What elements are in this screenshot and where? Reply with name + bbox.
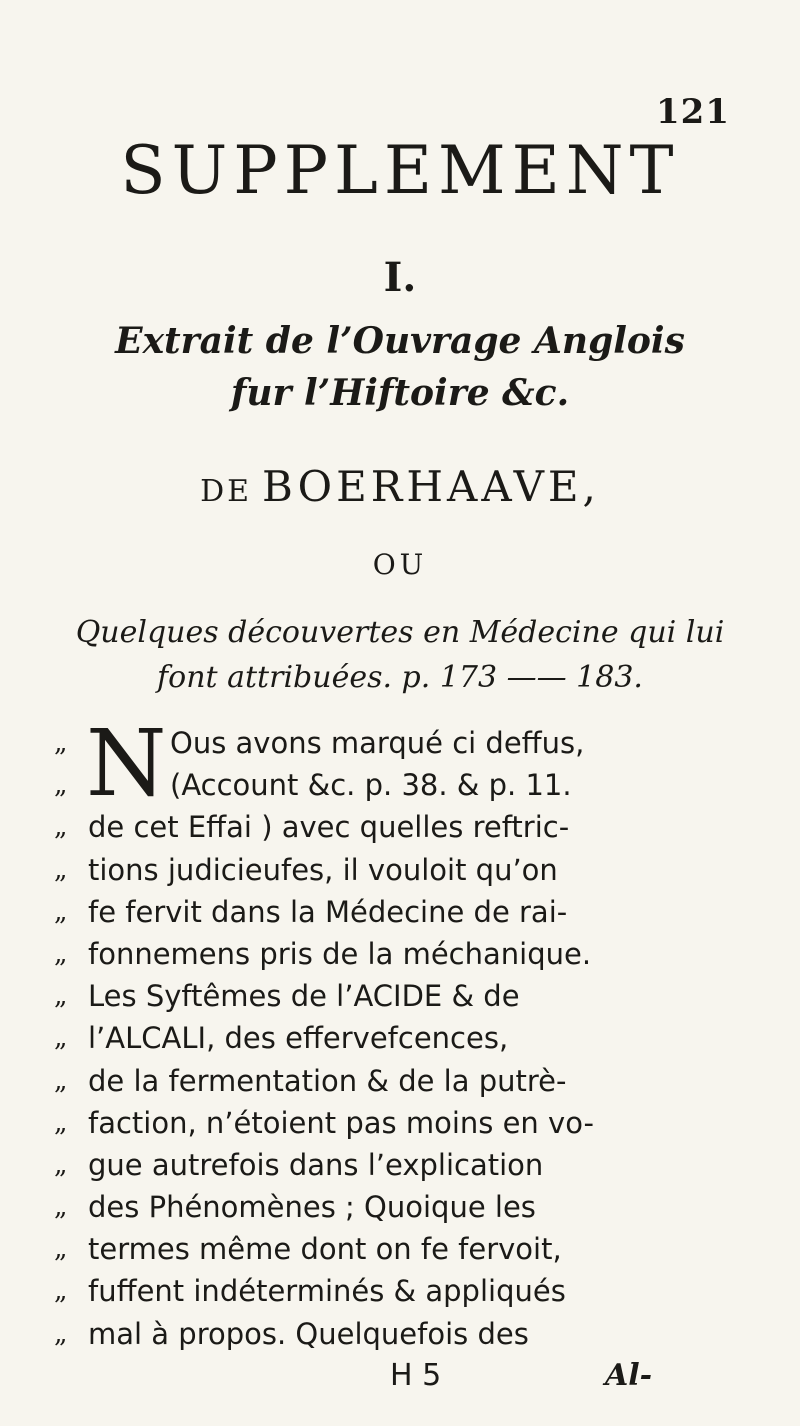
line-text: fe fervit dans la Médecine de rai-: [88, 894, 568, 929]
text-line: [54, 1060, 738, 1102]
quote-mark: „: [54, 1107, 68, 1138]
quote-mark: „: [54, 981, 68, 1012]
line-text: (Account &c. p. 38. & p. 11.: [170, 768, 572, 803]
page-title: SUPPLEMENT: [120, 132, 680, 209]
subtitle-line-1: Extrait de l’Ouvrage Anglois: [115, 320, 685, 362]
catchword: Al-: [605, 1358, 653, 1393]
line-text: mal à propos. Quelquefois des: [88, 1316, 529, 1351]
line-text: Ous avons marqué ci deffus,: [170, 726, 585, 760]
text-line: [54, 1144, 738, 1186]
quote-mark: „: [54, 896, 68, 927]
page-number: 121: [656, 92, 730, 132]
drop-cap: N: [86, 710, 167, 817]
line-text: gue autrefois dans l’explication: [88, 1147, 544, 1182]
text-line: [54, 975, 738, 1017]
text-line: [54, 1017, 738, 1059]
author-line: [0, 462, 800, 511]
text-line: [54, 1186, 738, 1228]
quote-mark: „: [54, 770, 68, 801]
quote-mark: „: [54, 854, 68, 885]
quote-mark: „: [54, 728, 68, 758]
line-text: des Phénomènes ; Quoique les: [88, 1190, 536, 1225]
quote-mark: „: [54, 1023, 68, 1054]
quote-mark: „: [54, 1192, 68, 1223]
text-line: [54, 764, 738, 806]
section-number: I.: [383, 254, 417, 301]
description-line-1: Quelques découvertes en Médecine qui lui: [75, 615, 725, 650]
quote-mark: „: [54, 1234, 68, 1265]
quote-mark: „: [54, 1149, 68, 1180]
quote-mark: „: [54, 812, 68, 843]
text-line: [54, 806, 738, 848]
or-separator: OU: [372, 548, 428, 581]
author-prefix: DE: [200, 474, 253, 509]
quote-mark: „: [54, 1318, 68, 1349]
signature-mark: H 5: [390, 1358, 442, 1393]
line-text: termes même dont on fe fervoit,: [88, 1232, 562, 1267]
line-text: Les Syftêmes de l’ACIDE & de: [88, 979, 520, 1014]
line-text: de la fermentation & de la putrè-: [88, 1063, 567, 1098]
text-line: [54, 1270, 738, 1312]
line-text: l’ALCALI, des effervefcences,: [88, 1021, 509, 1056]
line-text: tions judicieufes, il vouloit qu’on: [88, 852, 558, 887]
line-text: de cet Effai ) avec quelles reftric-: [88, 810, 570, 845]
line-text: faction, n’étoient pas moins en vo-: [88, 1105, 594, 1140]
description-line-2: font attribuées. p. 173 —— 183.: [157, 660, 643, 695]
text-line: [54, 1228, 738, 1270]
quote-mark: „: [54, 938, 68, 969]
subtitle-line-2: fur l’Hiftoire &c.: [230, 372, 570, 414]
text-line: [54, 849, 738, 891]
text-line: [54, 1102, 738, 1144]
quote-mark: „: [54, 1276, 68, 1307]
quote-mark: „: [54, 1065, 68, 1096]
text-line: [54, 891, 738, 933]
author-name: BOERHAAVE,: [262, 462, 600, 511]
line-text: fonnemens pris de la méchanique.: [88, 936, 592, 971]
text-line: [54, 933, 738, 975]
line-text: fuffent indéterminés & appliqués: [88, 1274, 566, 1309]
text-line: [54, 1313, 738, 1355]
body-paragraph: [54, 710, 738, 1355]
